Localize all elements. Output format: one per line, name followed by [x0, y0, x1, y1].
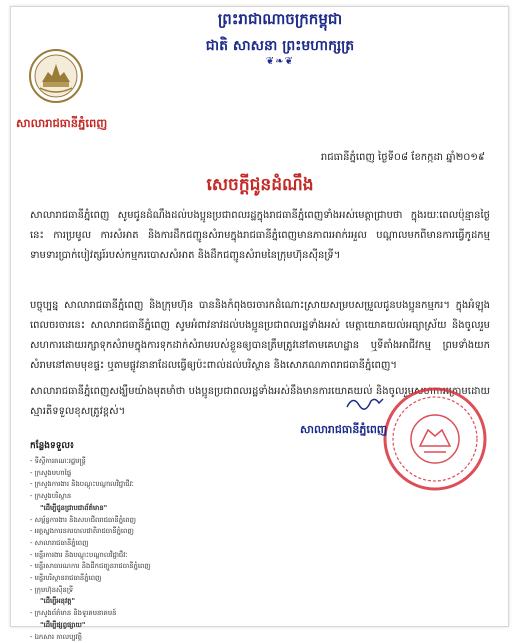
recipient-item: - អគ្គស្នងការនគរបាលជាតិរាជធានីភ្នំពេញ [30, 527, 134, 536]
document-title: សេចក្ដីជូនដំណឹង [206, 175, 314, 195]
paragraph-1: សាលារាជធានីភ្នំពេញ សូមជូនដំណឹងដល់បងប្អូនប្រជាពលរដ្ឋក្នុងរាជធានីភ្នំពេញទាំងអស់មេត្តាជ្រាបថា ក្នុងរយៈពេលប៉ុន្មានថ្ងៃនេះ ការប្រមូល ការសំអាត និងការដឹកជញ្ជូនសំរាមក្នុងរាជធានីភ្នំពេញមានភាពរអាក់រអួល បណ្ដាលមកពីមានការធ្វើកូដកម្មទាមទារប្រាក់បៀវត្សរ៍របស់កម្មករបោសសំអាត និងដឹកជញ្ជូនសំរាមនៃក្រុមហ៊ុនស៊ីនទ្រី។ [30, 210, 490, 261]
tacteng-ornament: ❦❧❦ [265, 56, 295, 67]
recipient-item: - ក្រសួងបរិស្ថាន [30, 492, 72, 501]
recipient-item: - ក្រុមហ៊ុនស៊ីនទ្រី [30, 585, 74, 594]
paragraph-3: សាលារាជធានីភ្នំពេញសង្ឃឹមយ៉ាងមុតមាំថា បងប្អូនប្រជាពលរដ្ឋទាំងអស់នឹងមានការយោគយល់ និងចូលរួមសហការក្រោមដោយស្មារតីទទួលខុសត្រូវខ្ពស់។ [30, 386, 490, 417]
date-line: រាជធានីភ្នំពេញ ថ្ងៃទី០៨ ខែកក្កដា ឆ្នាំ២០១៩ [320, 152, 485, 163]
recipient-purpose: "ដើម្បីផ្សព្វផ្សាយ" [40, 620, 86, 629]
kingdom-header: ព្រះរាជាណាចក្រកម្ពុជា [217, 10, 343, 28]
organization-name: សាលារាជធានីភ្នំពេញ [16, 116, 108, 130]
recipient-item: - មន្ទីរការងារ និងបណ្តុះបណ្តាលវិជ្ជាជីវៈ [30, 550, 128, 559]
recipient-item: - មន្ទីរសាធារណការ និងដឹកជញ្ជូនរាជធានីភ្នំពេញ [30, 562, 151, 571]
recipient-item: - ក្រសួងមហាផ្ទៃ [30, 468, 72, 477]
recipient-item: - ក្រសួងព័ត៌មាន និងទូរគមនាគមន៍ [30, 609, 117, 618]
paragraph-2: បច្ចុប្បន្ន សាលារាជធានីភ្នំពេញ និងក្រុមហ៊ុន បាននិងកំពុងចរចារកដំណោះស្រាយសម្របសម្រួលជូនបងប្អូនកម្មករ។ ក្នុងអំឡុងពេលចរចារនេះ សាលារាជធានីភ្នំពេញ សូមអំពាវនាវដល់បងប្អូនប្រជាពលរដ្ឋទាំងអស់ មេត្តាយោគយល់អធ្យាស្រ័យ និងចូលរួមសហការដោយរក្សាទុកសំរាមក្នុងការទុកដាក់សំរាមរបស់ខ្លួនឲ្យបានត្រឹមត្រូវនៅតាមគេហដ្ឋាន ឬទីតាំងអាជីវកម្ម ព្រមទាំងយកសំរាមនៅតាមមុខផ្ទះ ឬតាមផ្លូវនានាដែលធ្វើឲ្យប៉ះពាល់ដល់បរិស្ថាន និងសោភណភាពរាជធានីភ្នំពេញ។ [30, 300, 490, 371]
recipient-item: - សាលារាជធានីភ្នំពេញ [30, 538, 89, 547]
recipient-item: - ទីស្តីការគណៈរដ្ឋមន្ត្រី [30, 457, 86, 465]
handwritten-signature [345, 393, 385, 411]
recipient-item: - ក្រសួងការងារ និងបណ្តុះបណ្តាលវិជ្ជាជីវៈ [30, 480, 134, 489]
recipient-item: - ឯកសារ កាលប្បវត្តិ [30, 632, 82, 641]
recipients-list [30, 456, 260, 643]
recipient-item: - សម្ព័ន្ធការងារ និងសហជីពរាជធានីភ្នំពេញ [30, 515, 137, 524]
recipient-item: - មន្ទីរបរិស្ថានរាជធានីភ្នំពេញ [30, 574, 102, 583]
national-motto: ជាតិ សាសនា ព្រះមហាក្សត្រ [205, 38, 355, 54]
recipient-purpose: "ដើម្បីជូនជ្រាបជាព័ត៌មាន" [40, 503, 108, 512]
city-hall-emblem-logo [28, 48, 84, 104]
recipients-title: កន្លែងទទួល៖ [30, 441, 74, 451]
signature-block: សាលារាជធានីភ្នំពេញ [300, 423, 388, 436]
official-seal-stamp [380, 384, 490, 494]
recipient-purpose: "ដើម្បីអនុវត្ត" [40, 597, 75, 606]
